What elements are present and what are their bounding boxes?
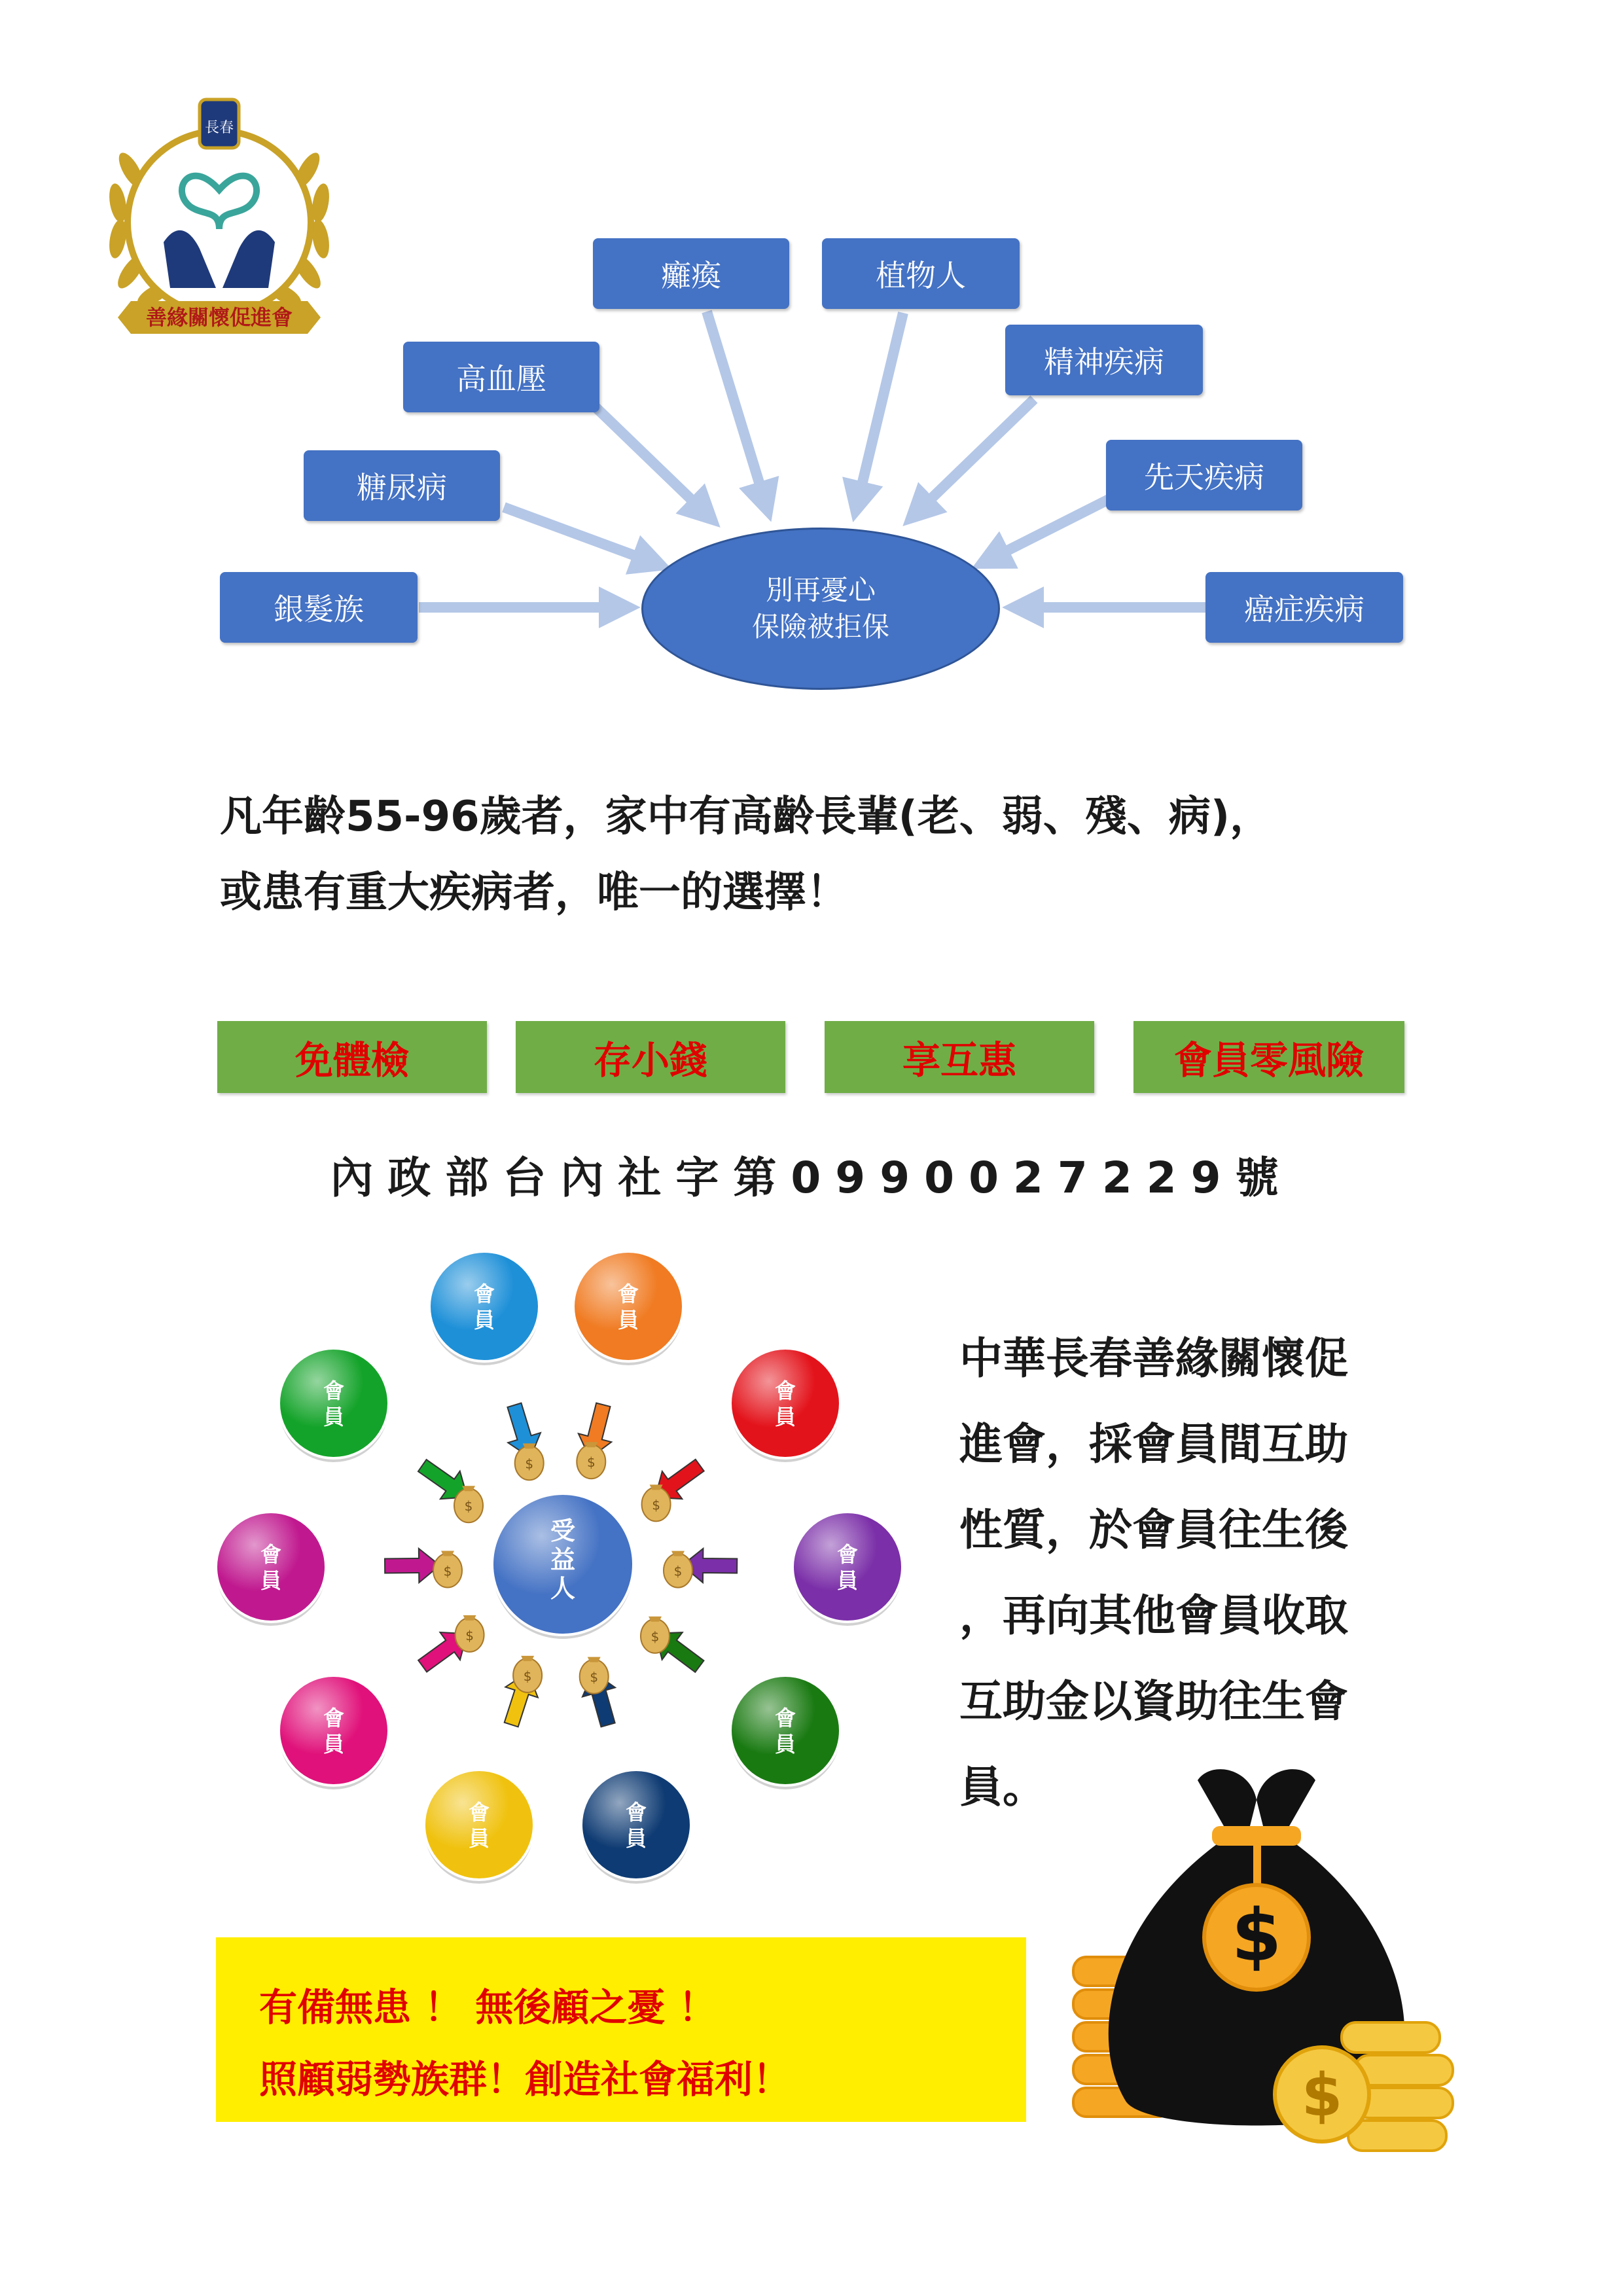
center-line-1: 別再憂心 [765, 574, 876, 606]
svg-text:$: $ [525, 1456, 534, 1472]
benefit-mutual-benefit: 享互惠 [825, 1021, 1094, 1093]
beneficiary-circle [492, 1494, 633, 1639]
member-circle-bottom-right [581, 1770, 691, 1884]
condition-box-vegetative: 植物人 [822, 238, 1020, 309]
member-circle-diagram [209, 1244, 929, 1898]
money-bag-icon [513, 1656, 542, 1693]
member-circle-left-bottom [279, 1676, 389, 1789]
member-label: 會 [468, 1800, 490, 1825]
member-label: 會 [774, 1706, 796, 1731]
logo-name: 善緣關懷促進會 [145, 305, 293, 330]
arrow-vegetative [857, 313, 903, 504]
condition-box-elderly: 銀髮族 [220, 572, 418, 643]
condition-box-congenital: 先天疾病 [1106, 440, 1302, 511]
slogan-line-2: 照顧弱勢族群！創造社會福利！ [259, 2057, 791, 2102]
member-label: 員 [617, 1308, 639, 1333]
arrow-paralysis [707, 312, 766, 504]
member-circle-right [793, 1512, 902, 1626]
money-bag-illustration [1060, 1761, 1492, 2166]
intro-line-1: 凡年齡55-96歲者，家中有高齡長輩(老、弱、殘、病)， [220, 793, 1272, 841]
center-line-2: 保險被拒保 [751, 611, 889, 643]
member-circle-left-top [279, 1348, 389, 1462]
member-label: 會 [323, 1378, 345, 1403]
svg-text:$: $ [652, 1497, 660, 1513]
arrow-hypertension [596, 407, 707, 514]
member-circle-top-left [429, 1251, 539, 1365]
member-label: 會 [260, 1542, 282, 1567]
bag-dollar-sign: $ [1231, 1893, 1282, 1977]
member-label: 員 [625, 1826, 647, 1851]
svg-text:$: $ [523, 1668, 532, 1684]
svg-text:$: $ [590, 1669, 599, 1685]
beneficiary-label: 人 [550, 1574, 576, 1603]
description-line-6: 員。 [959, 1762, 1046, 1812]
money-bag-icon [580, 1657, 609, 1694]
benefit-save-money: 存小錢 [516, 1021, 785, 1093]
svg-text:$: $ [673, 1563, 683, 1579]
description-line-5: 互助金以資助往生會 [959, 1676, 1348, 1727]
beneficiary-label: 益 [550, 1545, 576, 1574]
description-line-2: 進會，採會員間互助 [959, 1419, 1348, 1469]
slogan-line-1: 有備無患 ！ 無後顧之憂 ！ [259, 1985, 717, 2030]
member-label: 員 [323, 1405, 345, 1429]
intro-line-2: 或患有重大疾病者，唯一的選擇！ [220, 869, 848, 917]
member-label: 員 [260, 1568, 282, 1593]
member-label: 員 [468, 1826, 490, 1851]
svg-text:$: $ [465, 1627, 474, 1643]
slogan-box [216, 1937, 1026, 2122]
diagram-center-ellipse [641, 528, 1000, 690]
arrow-diabetes [504, 507, 654, 563]
member-label: 會 [625, 1800, 647, 1825]
arrow-mental [916, 399, 1034, 513]
intro-text [220, 779, 1437, 931]
description-line-1: 中華長春善緣關懷促 [959, 1333, 1348, 1384]
member-label: 會 [774, 1378, 796, 1403]
description-line-3: 性質，於會員往生後 [959, 1505, 1348, 1555]
member-label: 會 [473, 1282, 495, 1306]
logo-badge-text: 長春 [204, 120, 234, 136]
member-label: 會 [836, 1542, 859, 1567]
member-label: 員 [774, 1732, 796, 1757]
svg-text:$: $ [464, 1498, 473, 1515]
member-circle-left [216, 1512, 326, 1626]
condition-box-mental-illness: 精神疾病 [1005, 325, 1203, 395]
member-circle-right-top [730, 1348, 840, 1462]
member-label: 員 [323, 1732, 345, 1757]
condition-box-cancer: 癌症疾病 [1205, 572, 1403, 643]
coin-dollar-sign: $ [1301, 2061, 1343, 2130]
svg-text:$: $ [651, 1628, 660, 1645]
member-circle-bottom-left [424, 1770, 534, 1884]
member-label: 會 [617, 1282, 639, 1306]
benefit-no-checkup: 免體檢 [217, 1021, 487, 1093]
member-label: 員 [836, 1568, 859, 1593]
member-circle-top-right [573, 1251, 683, 1365]
svg-text:$: $ [443, 1563, 452, 1579]
association-description [959, 1316, 1431, 1830]
member-label: 會 [323, 1706, 345, 1731]
registration-number: 內政部台內社字第0990027229號 [330, 1153, 1293, 1203]
beneficiary-label: 受 [550, 1516, 576, 1545]
member-label: 員 [774, 1405, 796, 1429]
condition-box-hypertension: 高血壓 [403, 342, 599, 412]
money-bag-icon [455, 1615, 484, 1652]
member-circle-right-bottom [730, 1676, 840, 1789]
money-bag-icon [433, 1551, 462, 1588]
money-bag-icon [664, 1551, 692, 1588]
member-label: 員 [473, 1308, 495, 1333]
money-bag-icon [641, 1617, 669, 1653]
description-line-4: ，再向其他會員收取 [959, 1590, 1348, 1641]
benefit-zero-risk: 會員零風險 [1133, 1021, 1404, 1093]
arrow-congenital [988, 497, 1113, 560]
svg-text:$: $ [586, 1454, 596, 1471]
condition-box-diabetes: 糖尿病 [304, 450, 500, 521]
arrow-left [385, 1549, 440, 1583]
condition-box-paralysis: 癱瘓 [593, 238, 789, 309]
